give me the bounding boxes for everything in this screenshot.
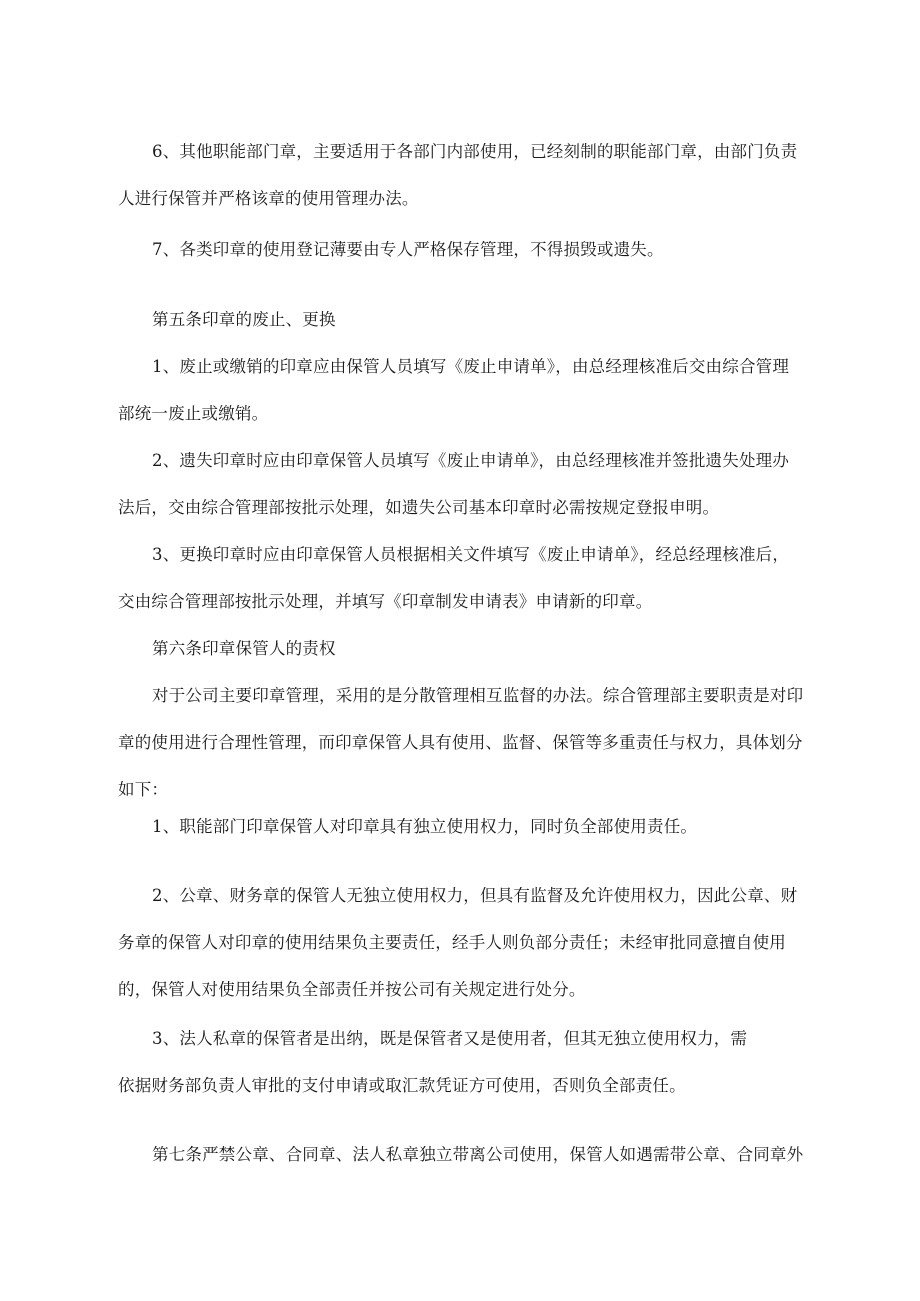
item-7-line-1: 7、各类印章的使用登记薄要由专人严格保存管理，不得损毁或遗失。 <box>152 240 664 259</box>
article-7-line-1: 第七条严禁公章、合同章、法人私章独立带离公司使用，保管人如遇需带公章、合同章外 <box>152 1145 804 1164</box>
article-6-item-2-line-1: 2、公章、财务章的保管人无独立使用权力，但具有监督及允许使用权力，因此公章、财 <box>152 886 798 905</box>
article-5-item-3-line-1: 3、更换印章时应由印章保管人员根据相关文件填写《废止申请单》，经总经理核准后， <box>152 545 790 564</box>
article-6-item-3-line-1: 3、法人私章的保管者是出纳，既是保管者又是使用者，但其无独立使用权力，需 <box>152 1029 748 1048</box>
item-6-line-1: 6、其他职能部门章，主要适用于各部门内部使用，已经刻制的职能部门章，由部门负责 <box>152 142 798 161</box>
article-6-item-3-line-2: 依据财务部负责人审批的支付申请或取汇款凭证方可使用，否则负全部责任。 <box>118 1076 686 1095</box>
article-6-intro-line-2: 章的使用进行合理性管理，而印章保管人具有使用、监督、保管等多重责任与权力，具体划分 <box>118 733 803 752</box>
article-5-item-3-line-2: 交由综合管理部按批示处理，并填写《印章制发申请表》申请新的印章。 <box>118 592 653 611</box>
article-6-item-2-line-3: 的，保管人对使用结果负全部责任并按公司有关规定进行处分。 <box>118 980 586 999</box>
article-6-intro-line-3: 如下： <box>118 780 169 799</box>
article-5-item-2-line-2: 法后，交由综合管理部按批示处理，如遗失公司基本印章时必需按规定登报申明。 <box>118 498 720 517</box>
article-6-intro-line-1: 对于公司主要印章管理，采用的是分散管理相互监督的办法。综合管理部主要职责是对印 <box>152 686 804 705</box>
article-5-heading: 第五条印章的废止、更换 <box>152 310 336 329</box>
item-6-line-2: 人进行保管并严格该章的使用管理办法。 <box>118 189 419 208</box>
article-6-heading: 第六条印章保管人的责权 <box>152 639 336 658</box>
article-5-item-2-line-1: 2、遗失印章时应由印章保管人员填写《废止申请单》，由总经理核准并签批遗失处理办 <box>152 451 790 470</box>
article-6-item-2-line-2: 务章的保管人对印章的使用结果负主要责任，经手人则负部分责任；未经审批同意擅自使用 <box>118 933 786 952</box>
article-5-item-1-line-1: 1、废止或缴销的印章应由保管人员填写《废止申请单》，由总经理核准后交由综合管理 <box>152 357 790 376</box>
article-5-item-1-line-2: 部统一废止或缴销。 <box>118 404 269 423</box>
article-6-item-1-line-1: 1、职能部门印章保管人对印章具有独立使用权力，同时负全部使用责任。 <box>152 817 698 836</box>
